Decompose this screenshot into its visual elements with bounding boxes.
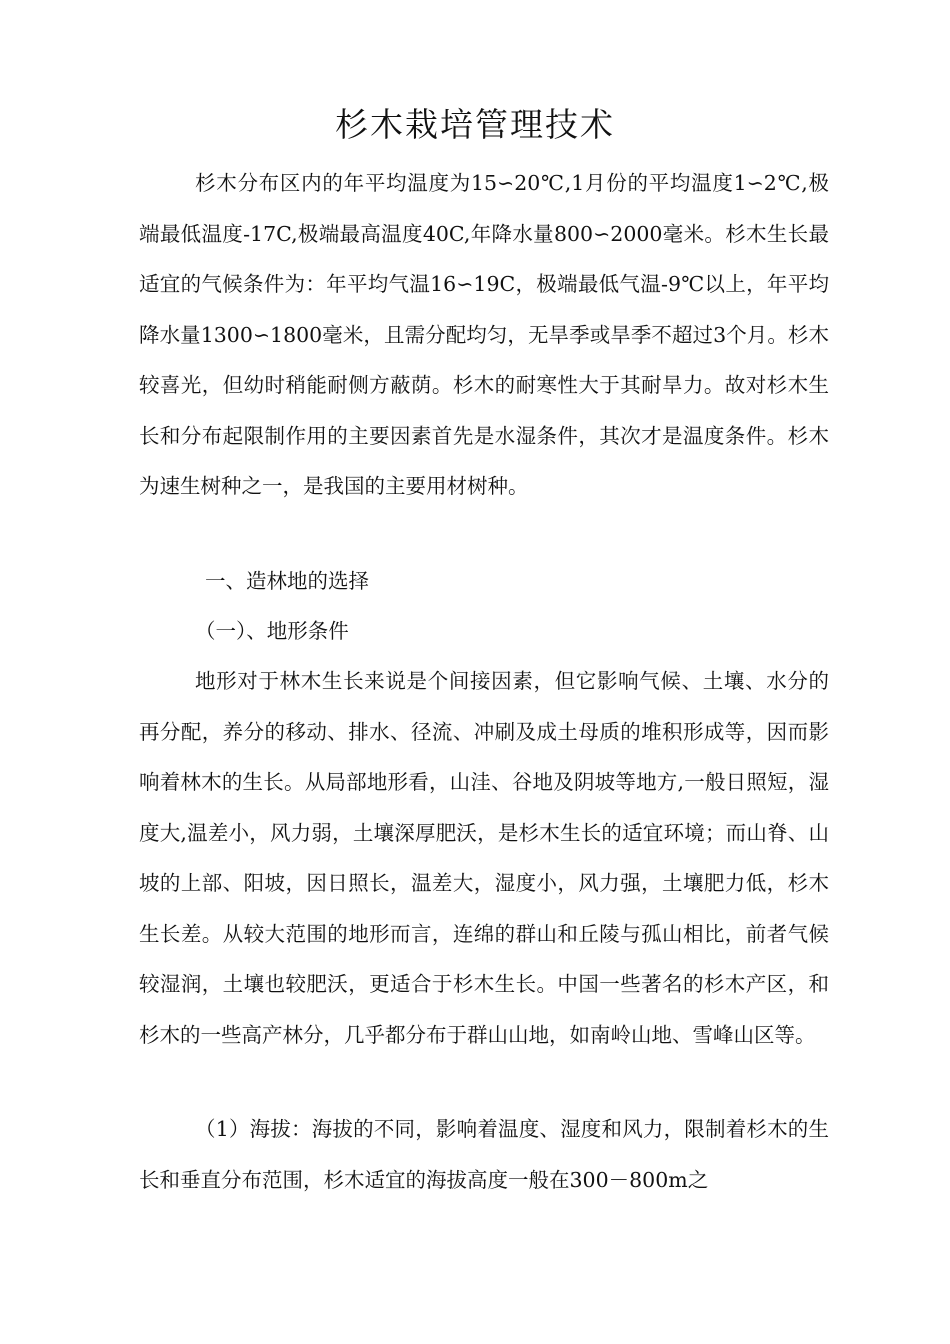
paragraph-climate: 杉木分布区内的年平均温度为15∽20℃,1月份的平均温度1∽2℃,极端最低温度-17C,极端最高温度40C,年降水量800∽2000毫米。杉木生长最适宜的气候条件为：年平均气温16∽19C，极端最低气温-9℃以上，年平均降水量1300∽1800毫米，且需分配均匀，无旱季或旱季不超过3个月。杉木较喜光，但幼时稍能耐侧方蔽荫。杉木的耐寒性大于其耐旱力。故对杉木生长和分布起限制作用的主要因素首先是水湿条件，其次才是温度条件。杉木为速生树种之一，是我国的主要用材树种。 [139, 171, 829, 498]
document-title: 杉木栽培管理技术 [335, 105, 615, 144]
subsection-heading-terrain: （一）、地形条件 [195, 619, 349, 643]
paragraph-terrain: 地形对于林木生长来说是个间接因素，但它影响气候、土壤、水分的再分配，养分的移动、排水、径流、冲刷及成土母质的堆积形成等，因而影响着林木的生长。从局部地形看，山洼、谷地及阴坡等地方,一般日照短，湿度大,温差小，风力弱，土壤深厚肥沃，是杉木生长的适宜环境；而山脊、山坡的上部、阳坡，因日照长，温差大，湿度小，风力强，土壤肥力低，杉木生长差。从较大范围的地形而言，连绵的群山和丘陵与孤山相比，前者气候较湿润，土壤也较肥沃，更适合于杉木生长。中国一些著名的杉木产区，和杉木的一些高产林分，几乎都分布于群山山地，如南岭山地、雪峰山区等。 [139, 669, 829, 1047]
paragraph-altitude: （1）海拔：海拔的不同，影响着温度、湿度和风力，限制着杉木的生长和垂直分布范围，杉木适宜的海拔高度一般在300－800m之 [139, 1117, 829, 1192]
section-heading-site-selection: 一、造林地的选择 [205, 569, 369, 593]
